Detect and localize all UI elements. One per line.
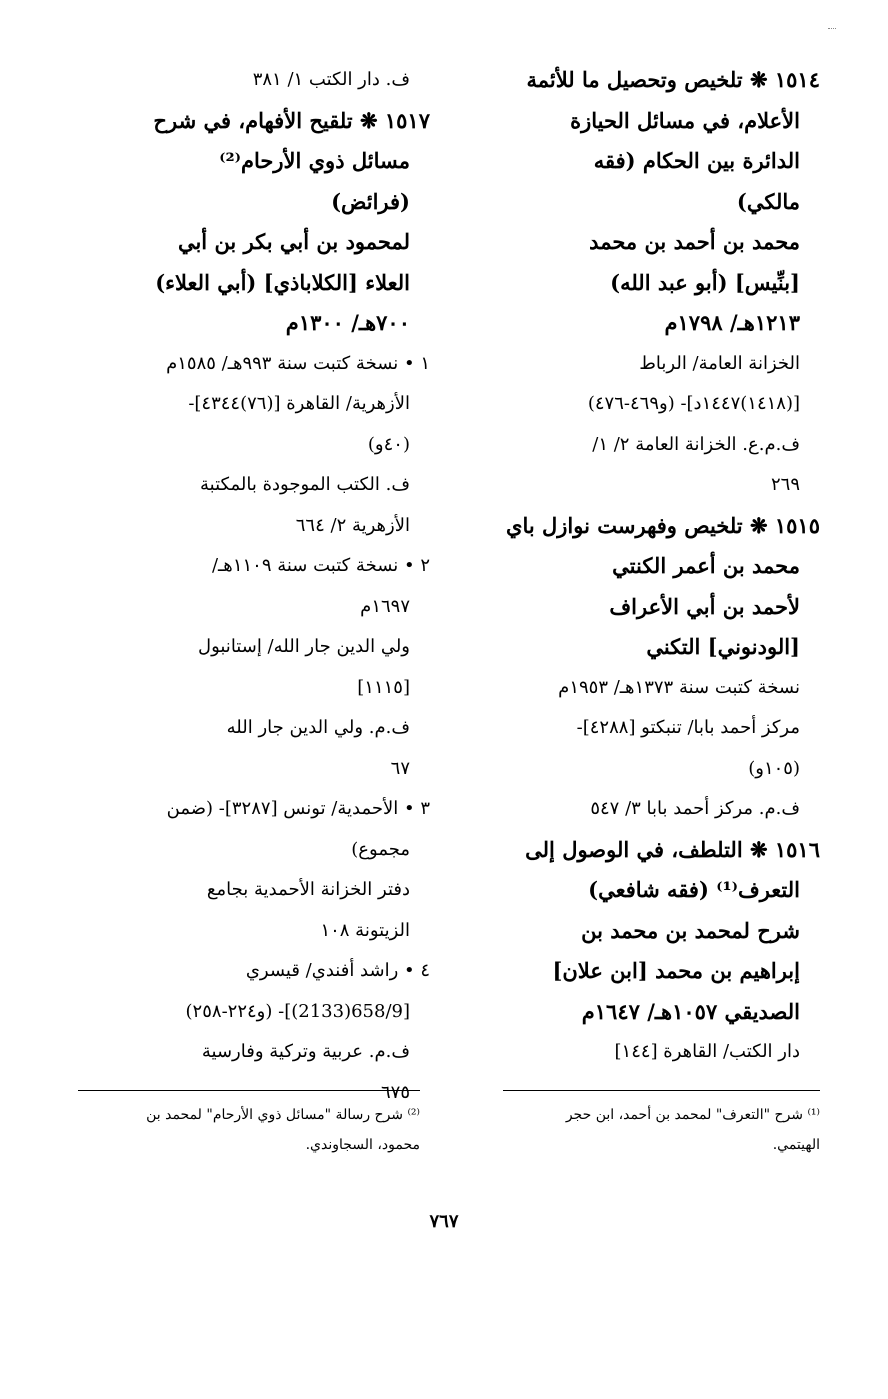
right-column-line: الخزانة العامة/ الرباط: [639, 352, 800, 374]
left-column-line: ١ • نسخة كتبت سنة ٩٩٣هـ/ ١٥٨٥م: [166, 352, 430, 374]
right-column-line: دار الكتب/ القاهرة [١٤٤]: [614, 1041, 800, 1062]
right-column-line: شرح لمحمد بن محمد بن: [581, 917, 800, 943]
right-column-line: الصديقي ١٠٥٧هـ/ ١٦٤٧م: [581, 998, 800, 1024]
right-column-line: التعرف⁽¹⁾ (فقه شافعي): [588, 877, 800, 902]
left-column-line: (فرائض): [331, 188, 410, 214]
left-column-line: ف. الكتب الموجودة بالمكتبة: [200, 474, 410, 495]
left-column-line: مسائل ذوي الأرحام⁽²⁾: [219, 148, 410, 173]
right-column-line: ١٥١٤ ❋ تلخيص وتحصيل ما للأئمة: [526, 67, 820, 92]
right-column-line: الأعلام، في مسائل الحيازة: [570, 107, 800, 133]
right-column-line: ف.م.ع. الخزانة العامة ٢/ ١/: [592, 433, 800, 455]
left-column: [78, 60, 430, 1113]
right-column-line: لأحمد بن أبي الأعراف: [609, 593, 800, 619]
left-column-line: ٤ • راشد أفندي/ قيسري: [245, 960, 430, 981]
left-column-line: لمحمود بن أبي بكر بن أبي: [177, 229, 410, 254]
right-column-line: ١٥١٦ ❋ التلطف، في الوصول إلى: [525, 836, 820, 862]
page-number: ٧٦٧: [429, 1211, 459, 1232]
left-column-line: ف.م. ولي الدين جار الله: [226, 717, 410, 738]
right-column-line: الدائرة بين الحكام (فقه: [593, 148, 800, 173]
left-column-line: مجموع): [351, 838, 410, 860]
right-column-line: نسخة كتبت سنة ١٣٧٣هـ/ ١٩٥٣م: [558, 676, 800, 698]
right-column-line: [الودنوني] التكني: [646, 634, 800, 659]
right-column-line: ١٢١٣هـ/ ١٧٩٨م: [664, 310, 800, 335]
left-column-line: الأزهرية ٢/ ٦٦٤: [295, 514, 410, 536]
right-column-line: إبراهيم بن محمد [ابن علان]: [552, 958, 800, 983]
right-column-line: محمد بن أحمد بن محمد: [589, 229, 800, 254]
right-column-line: مالكي): [736, 188, 800, 214]
footnote-line: محمود، السجاوندي.: [305, 1137, 420, 1153]
left-column-line: ٦٧: [390, 757, 410, 779]
left-column-line: ١٦٩٧م: [360, 595, 410, 617]
left-column-line: ولي الدين جار الله/ إستانبول: [198, 636, 410, 657]
footnote-line: ⁽²⁾ شرح رسالة "مسائل ذوي الأرحام" لمحمد بن: [146, 1107, 420, 1123]
left-column-line: [658/9(2133)]- (و٢٢٤-٢٥٨): [185, 1000, 410, 1022]
left-column-line: ف.م. عربية وتركية وفارسية: [201, 1041, 410, 1062]
right-column-line: ٢٦٩: [770, 474, 800, 495]
left-column-line: الزيتونة ١٠٨: [320, 919, 410, 941]
left-column-line: (٤٠و): [367, 433, 410, 455]
footnote-left: [78, 1100, 420, 1160]
right-column-line: (١٠٥و): [748, 757, 800, 779]
left-column-line: العلاء [الكلاباذي] (أبي العلاء): [155, 269, 410, 295]
left-column-line: الأزهرية/ القاهرة [(٧٦)٤٣٤٤]-: [188, 393, 410, 414]
footnote-line: الهيتمي.: [772, 1137, 820, 1153]
footnote-rule-left: [78, 1090, 420, 1091]
footnote-right: [470, 1100, 820, 1160]
left-column-line: ٦٧٥: [380, 1081, 410, 1103]
right-column-line: [(١٤١٨)١٤٤٧د]- (و٤٦٩-٤٧٦): [587, 393, 800, 414]
right-column-line: ١٥١٥ ❋ تلخيص وفهرست نوازل باي: [506, 512, 820, 538]
right-column-line: [بنِّيس] (أبو عبد الله): [610, 269, 800, 295]
right-column: [462, 60, 820, 1073]
right-column-line: محمد بن أعمر الكنتي: [612, 553, 800, 578]
left-column-line: ١٥١٧ ❋ تلقيح الأفهام، في شرح: [153, 107, 430, 133]
footnote-rule-right: [503, 1090, 820, 1091]
footnote-line: ⁽¹⁾ شرح "التعرف" لمحمد بن أحمد، ابن حجر: [565, 1107, 820, 1123]
left-column-line: دفتر الخزانة الأحمدية بجامع: [206, 879, 410, 900]
right-column-line: ف.م. مركز أحمد بابا ٣/ ٥٤٧: [590, 798, 800, 819]
left-column-line: ف. دار الكتب ١/ ٣٨١: [252, 69, 410, 90]
right-column-line: مركز أحمد بابا/ تنبكتو [٤٢٨٨]-: [576, 717, 800, 738]
left-column-line: ٧٠٠هـ/ ١٣٠٠م: [285, 310, 410, 335]
left-column-line: [١١١٥]: [357, 676, 410, 698]
left-column-line: ٢ • نسخة كتبت سنة ١١٠٩هـ/: [211, 555, 430, 576]
scan-mark: [828, 28, 836, 32]
left-column-line: ٣ • الأحمدية/ تونس [٣٢٨٧]- (ضمن: [166, 798, 430, 819]
